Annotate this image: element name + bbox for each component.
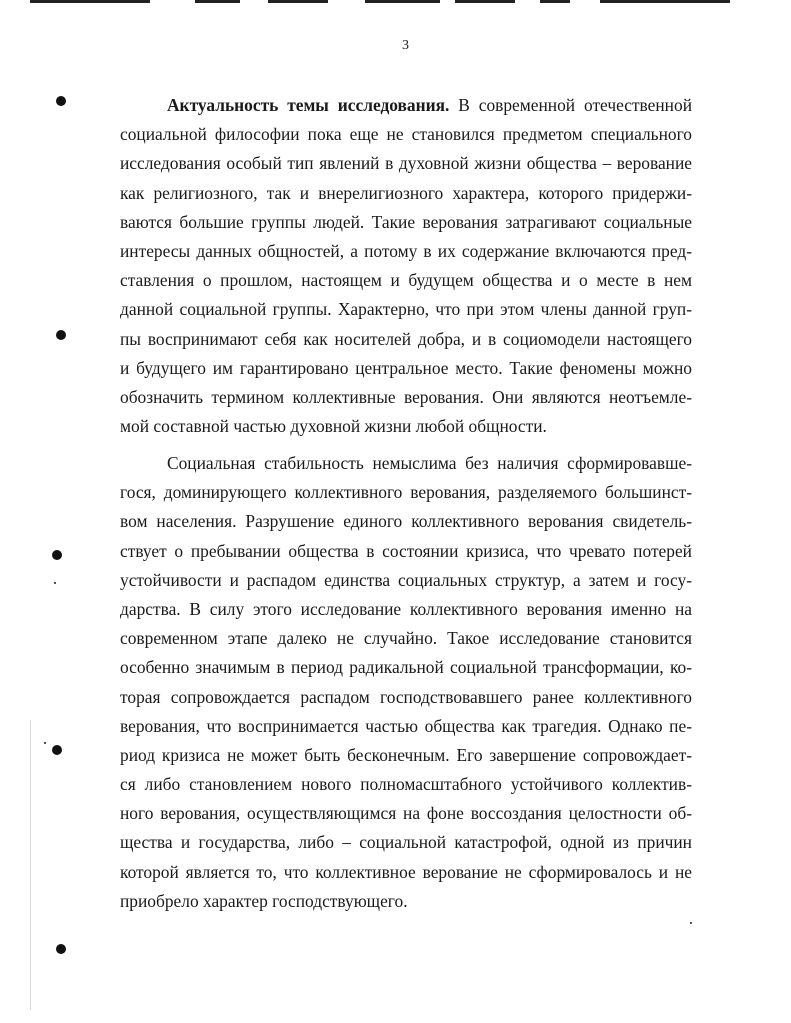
text-line: как религиозного, так и внерелигиозного характера, которого придержи- xyxy=(120,182,692,203)
scan-top-edge-mark xyxy=(268,0,328,3)
text-line: и будущего им гарантировано центральное место. Такие феномены можно xyxy=(120,357,692,378)
text-line: щества и государства, либо – социальной катастрофой, одной из причин xyxy=(120,832,692,853)
text-line: интересы данных общностей, а потому в их содержание включаются пред- xyxy=(120,240,692,261)
scan-top-edge-mark xyxy=(455,0,515,3)
section-heading: Актуальность темы исследования. xyxy=(167,95,450,115)
text-line: верования, что воспринимается частью общества как трагедия. Однако пе- xyxy=(120,715,692,736)
binder-hole-dot xyxy=(52,745,62,755)
text-line: ся либо становлением нового полномасштабного устойчивого коллектив- xyxy=(120,774,692,795)
scan-speck xyxy=(690,922,692,924)
scan-left-edge-mark xyxy=(30,720,31,1010)
binder-hole-dot xyxy=(52,550,62,560)
text-line: гося, доминирующего коллективного верования, разделяемого большинст- xyxy=(120,482,692,503)
text-line: Актуальность темы исследования. В современной отечественной xyxy=(167,95,692,115)
scan-top-edge-mark xyxy=(540,0,570,3)
paragraph-relevance xyxy=(120,91,692,441)
text-line: данной социальной группы. Характерно, что при этом члены данной груп- xyxy=(120,299,692,320)
text-line: особенно значимым в период радикальной социальной трансформации, ко- xyxy=(120,657,692,678)
scan-speck xyxy=(54,582,56,584)
scan-top-edge-mark xyxy=(30,0,150,3)
scan-speck xyxy=(44,742,46,744)
text-line: ваются большие группы людей. Такие верования затрагивают социальные xyxy=(120,211,692,232)
scan-top-edge-mark xyxy=(195,0,240,3)
text-line: которой является то, что коллективное верование не сформировалось и не xyxy=(120,861,692,882)
paragraph-social-stability xyxy=(120,449,692,916)
text-line: торая сопровождается распадом господствовавшего ранее коллективного xyxy=(120,686,692,707)
text-line: ставления о прошлом, настоящем и будущем общества и о месте в нем xyxy=(120,270,692,291)
text-line: мой составной частью духовной жизни любой общности. xyxy=(120,416,547,437)
text-line: дарства. В силу этого исследование коллективного верования именно на xyxy=(120,598,692,619)
text-line: обозначить термином коллективные верования. Они являются неотъемле- xyxy=(120,386,692,407)
text-line: риод кризиса не может быть бесконечным. Его завершение сопровождает- xyxy=(120,744,692,765)
text-line: ствует о пребывании общества в состоянии кризиса, что чревато потерей xyxy=(120,540,692,561)
text-line: пы воспринимают себя как носителей добра, и в социомодели настоящего xyxy=(120,328,692,349)
binder-hole-dot xyxy=(56,330,66,340)
binder-hole-dot xyxy=(56,944,66,954)
text-line: исследования особый тип явлений в духовной жизни общества – верование xyxy=(120,153,692,174)
text-line: вом населения. Разрушение единого коллективного верования свидетель- xyxy=(120,511,692,532)
binder-hole-dot xyxy=(56,96,66,106)
text-line: социальной философии пока еще не становился предметом специального xyxy=(120,124,692,145)
text-line: ного верования, осуществляющимся на фоне воссоздания целостности об- xyxy=(120,803,692,824)
scan-top-edge-mark xyxy=(600,0,730,3)
text-line: Социальная стабильность немыслима без наличия сформировавше- xyxy=(167,453,692,473)
text-line: современном этапе далеко не случайно. Такое исследование становится xyxy=(120,628,692,649)
text-line: приобрело характер господствующего. xyxy=(120,890,408,911)
page-number: 3 xyxy=(402,38,409,53)
scan-top-edge-mark xyxy=(365,0,440,3)
text-line: устойчивости и распадом единства социальных структур, а затем и госу- xyxy=(120,569,692,590)
